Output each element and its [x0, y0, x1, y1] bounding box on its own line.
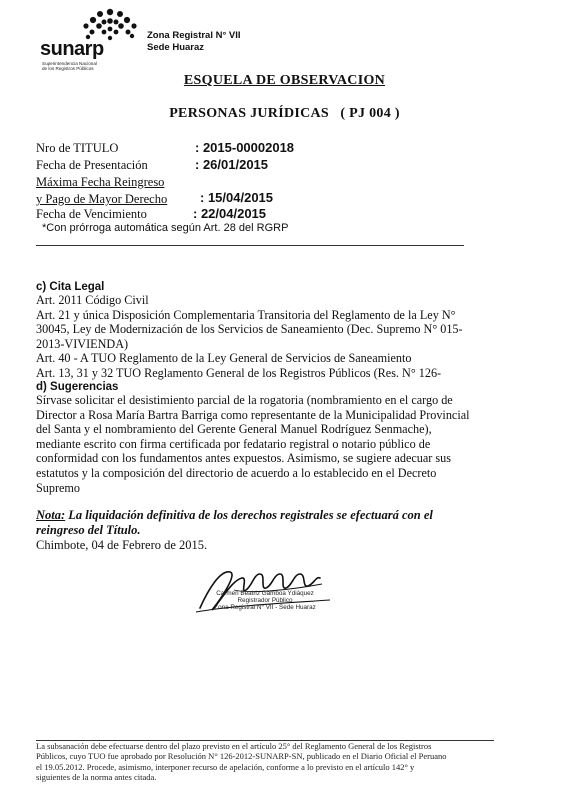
- sugerencias-line: mediante escrito con firma certificada por fedatario registral o notario público de: [36, 436, 431, 451]
- separator-line: [36, 245, 464, 246]
- sunarp-wordmark: sunarp: [40, 38, 104, 60]
- cita-legal-heading: c) Cita Legal: [36, 281, 105, 293]
- zona-registral: Zona Registral N° VII: [147, 30, 241, 41]
- fecha-presentacion-label: Fecha de Presentación: [36, 158, 148, 172]
- sugerencias-line: estatutos y la composición del directorio de acuerdo a lo establecido en el Decreto: [36, 465, 437, 480]
- sunarp-logo: [40, 8, 135, 71]
- cita-legal-line: Art. 2011 Código Civil: [36, 293, 149, 307]
- place-date: Chimbote, 04 de Febrero de 2015.: [36, 538, 208, 552]
- nota-label: Nota:: [36, 508, 66, 522]
- cita-legal-line: Art. 21 y única Disposición Complementaria Transitoria del Reglamento de la Ley N°: [36, 307, 456, 322]
- cita-legal-body: [36, 293, 507, 381]
- sugerencias-line: Supremo: [36, 480, 81, 495]
- sunarp-subtitle-line2: de los Registros Públicos: [42, 66, 94, 71]
- sugerencias-heading: d) Sugerencias: [36, 381, 119, 393]
- nota-text-2: reingreso del Título.: [36, 522, 141, 537]
- maxima-fecha-label-2: y Pago de Mayor Derecho: [36, 192, 168, 206]
- sugerencias-line: Director a Rosa María Bartra Barriga como representante de la Municipalidad Provincial: [36, 407, 470, 422]
- sede: Sede Huaraz: [147, 42, 205, 53]
- sugerencias-line: Sírvase solicitar el desistimiento parcial de la rogatoria (nombramiento en el cargo de: [36, 393, 453, 407]
- signature-block: [190, 560, 340, 650]
- cita-legal-line: Art. 13, 31 y 32 TUO Reglamento General de los Registros Públicos (Res. N° 126-: [36, 365, 442, 380]
- sugerencias-line: del Santa y el nombramiento del Gerente General Manuel Rodríguez Senmache),: [36, 422, 432, 437]
- fecha-presentacion-value: : 26/01/2015: [195, 157, 269, 172]
- nro-titulo-value: : 2015-00002018: [195, 140, 295, 155]
- cita-legal-line: 30045, Ley de Modernización de los Servicios de Saneamiento (Dec. Supremo N° 015-: [36, 322, 463, 337]
- nota-text: La liquidación definitiva de los derechos registrales se efectuará con el: [65, 508, 433, 522]
- footer-line: siguientes de la norma antes citada.: [36, 772, 157, 783]
- cita-legal-line: Art. 40 - A TUO Reglamento de la Ley General de Servicios de Saneamiento: [36, 351, 412, 366]
- footer-line: el 19.05.2012. Procede, asimismo, interponer recurso de apelación, conforme a lo previsto en el artículo 142° y: [36, 761, 415, 772]
- nro-titulo-label: Nro de TITULO: [36, 141, 119, 155]
- footer-line: Públicos, cuyo TUO fue aprobado por Resolución N° 126-2012-SUNARP-SN, publicado en el Diario Oficial el Peruano: [36, 751, 447, 762]
- document-title: ESQUELA DE OBSERVACION: [183, 73, 386, 88]
- cita-legal-line: 2013-VIVIENDA): [36, 336, 129, 351]
- signature-name: Carmen Beatriz Gamboa Ydiáquez: [216, 590, 314, 597]
- document-subtitle: PERSONAS JURÍDICAS ( PJ 004 ): [169, 106, 400, 121]
- signature-office: Zona Registral N° VII - Sede Huaraz: [214, 604, 316, 611]
- signature-role: Registrador Público: [237, 597, 293, 604]
- maxima-fecha-label-1: Máxima Fecha Reingreso: [36, 175, 165, 189]
- sugerencias-body: [36, 393, 507, 495]
- footer-text: [36, 741, 506, 783]
- sunarp-subtitle-line1: Superintendencia Nacional: [42, 61, 97, 66]
- prorroga-note: *Con prórroga automática según Art. 28 del RGRP: [42, 222, 289, 234]
- footer-line: La subsanación debe efectuarse dentro del plazo previsto en el artículo 25° del Reglamento General de los Registros: [36, 741, 432, 751]
- nota-block: [36, 508, 507, 537]
- fecha-vencimiento-value: : 22/04/2015: [193, 206, 267, 221]
- maxima-fecha-value: : 15/04/2015: [200, 190, 274, 205]
- fecha-vencimiento-label: Fecha de Vencimiento: [36, 207, 147, 221]
- sugerencias-line: conformidad con los fundamentos antes expuestos. Asimismo, se sugiere adecuar sus: [36, 451, 451, 466]
